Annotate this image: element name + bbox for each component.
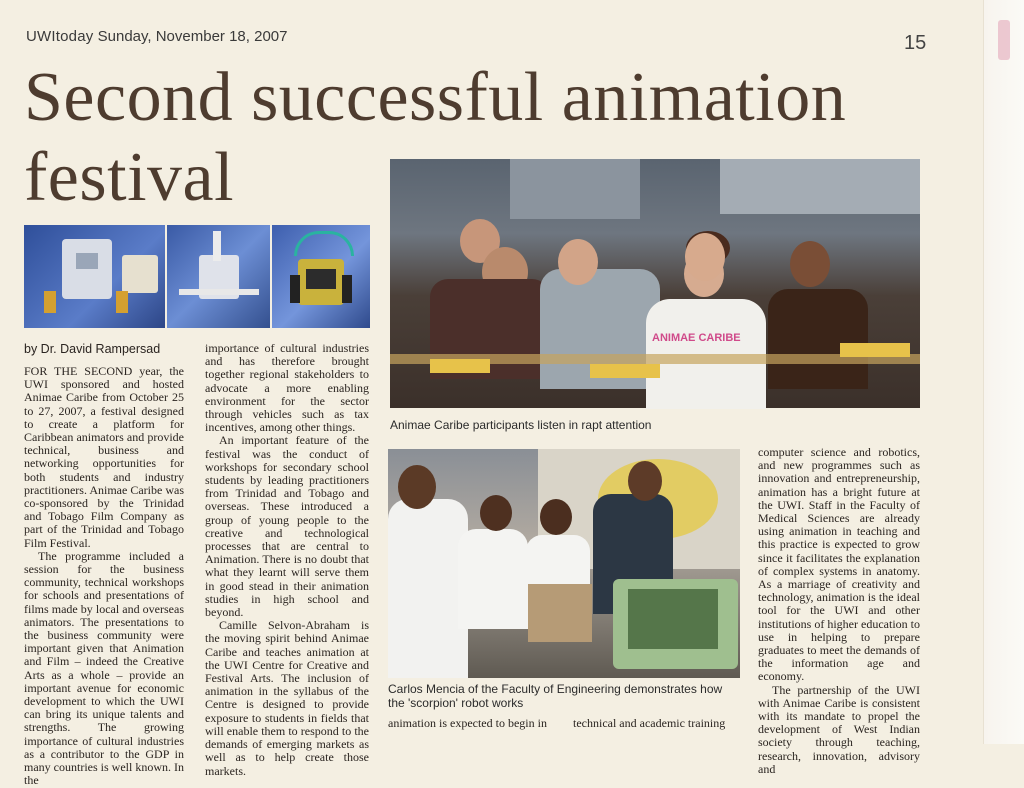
paper-mark [998,20,1010,60]
paragraph: The programme included a session for the business community, technical workshops for schools and presentations of films made by local and overseas animators. The presentations to the business community were important given that Animation and Film – indeed the Creative Arts as a whole – provide an important avenue for economic development to which the UWI can bring its unique talents and strengths. The growing importance of cultural industries as a contributor to the GDP in many countries is well known. In the [24,548,184,788]
audience-caption: Animae Caribe participants listen in rapt attention [390,418,652,432]
paragraph: importance of cultural industries and has therefore brought together regional stakeholders to advocate a more enabling environment for the sector through vehicles such as tax incentives, among other things. [205,341,369,435]
paragraph: The partnership of the UWI with Animae Caribe is consistent with its mandate to propel the development of West Indian society through teaching, research, innovation, advisory and [758,682,920,776]
robot-photo-1 [24,225,165,328]
headline: Second successful animation festival [24,59,847,216]
paragraph: Camille Selvon-Abraham is the moving spirit behind Animae Caribe and teaches animation at the UWI Centre for Creative and Festival Arts. The inclusion of animation in the syllabus of the Centre is designed to provide exposure to students in fields that will enable them to respond to the demands of emerging markets as well as to help create those markets. [205,618,369,778]
page-edge [983,0,1024,744]
article-column-2 [205,341,369,778]
article-column-1 [24,364,184,788]
audience-photo [390,159,920,408]
shirt-print: ANIMAE CARIBE [652,332,741,344]
masthead [26,28,287,45]
robot-caption: Carlos Mencia of the Faculty of Engineering demonstrates how the 'scorpion' robot works [388,682,723,710]
paragraph: FOR THE SECOND year, the UWI sponsored and hosted Animae Caribe from October 25 to 27, 2007, a festival designed to create a platform for Caribbean animators and provide technical, business and networking opportunities for both students and industry practitioners. Animae Caribe was co-sponsored by the Trinidad and Tobago Film Company as part of the Trinidad and Tobago Film Festival. [24,364,184,550]
paragraph: computer science and robotics, and new programmes such as innovation and entrepreneurship, animation has a bright future at the UWI. Staff in the Faculty of Medical Sciences are already using animation in teaching and this practice is expected to grow since it facilitates the explanation of complex systems in anatomy. As a marriage of creativity and technology, animation is the ideal tool for the UWI and other institutions of higher education to use in helping to prepare graduates to meet the demands of the information age and economy. [758,445,920,684]
publication-name: UWItoday [26,28,94,45]
byline: by Dr. David Rampersad [24,342,161,356]
article-column-3 [758,445,920,776]
continued-text-right: technical and academic training [573,716,726,730]
robot-demo-photo [388,449,740,678]
paragraph: An important feature of the festival was the conduct of workshops for secondary school students by leading practitioners from Trinidad and Tobago and overseas. These introduced a group of young people to the creative and technological processes that are central to Animation. There is no doubt that what they learnt will serve them in good stead in their animation studies in high school and beyond. [205,433,369,620]
robot-photo-3 [272,225,370,328]
issue-date: Sunday, November 18, 2007 [97,28,288,45]
continued-text-left: animation is expected to begin in [388,716,547,730]
robot-photo-2 [167,225,270,328]
page-number: 15 [904,32,927,54]
